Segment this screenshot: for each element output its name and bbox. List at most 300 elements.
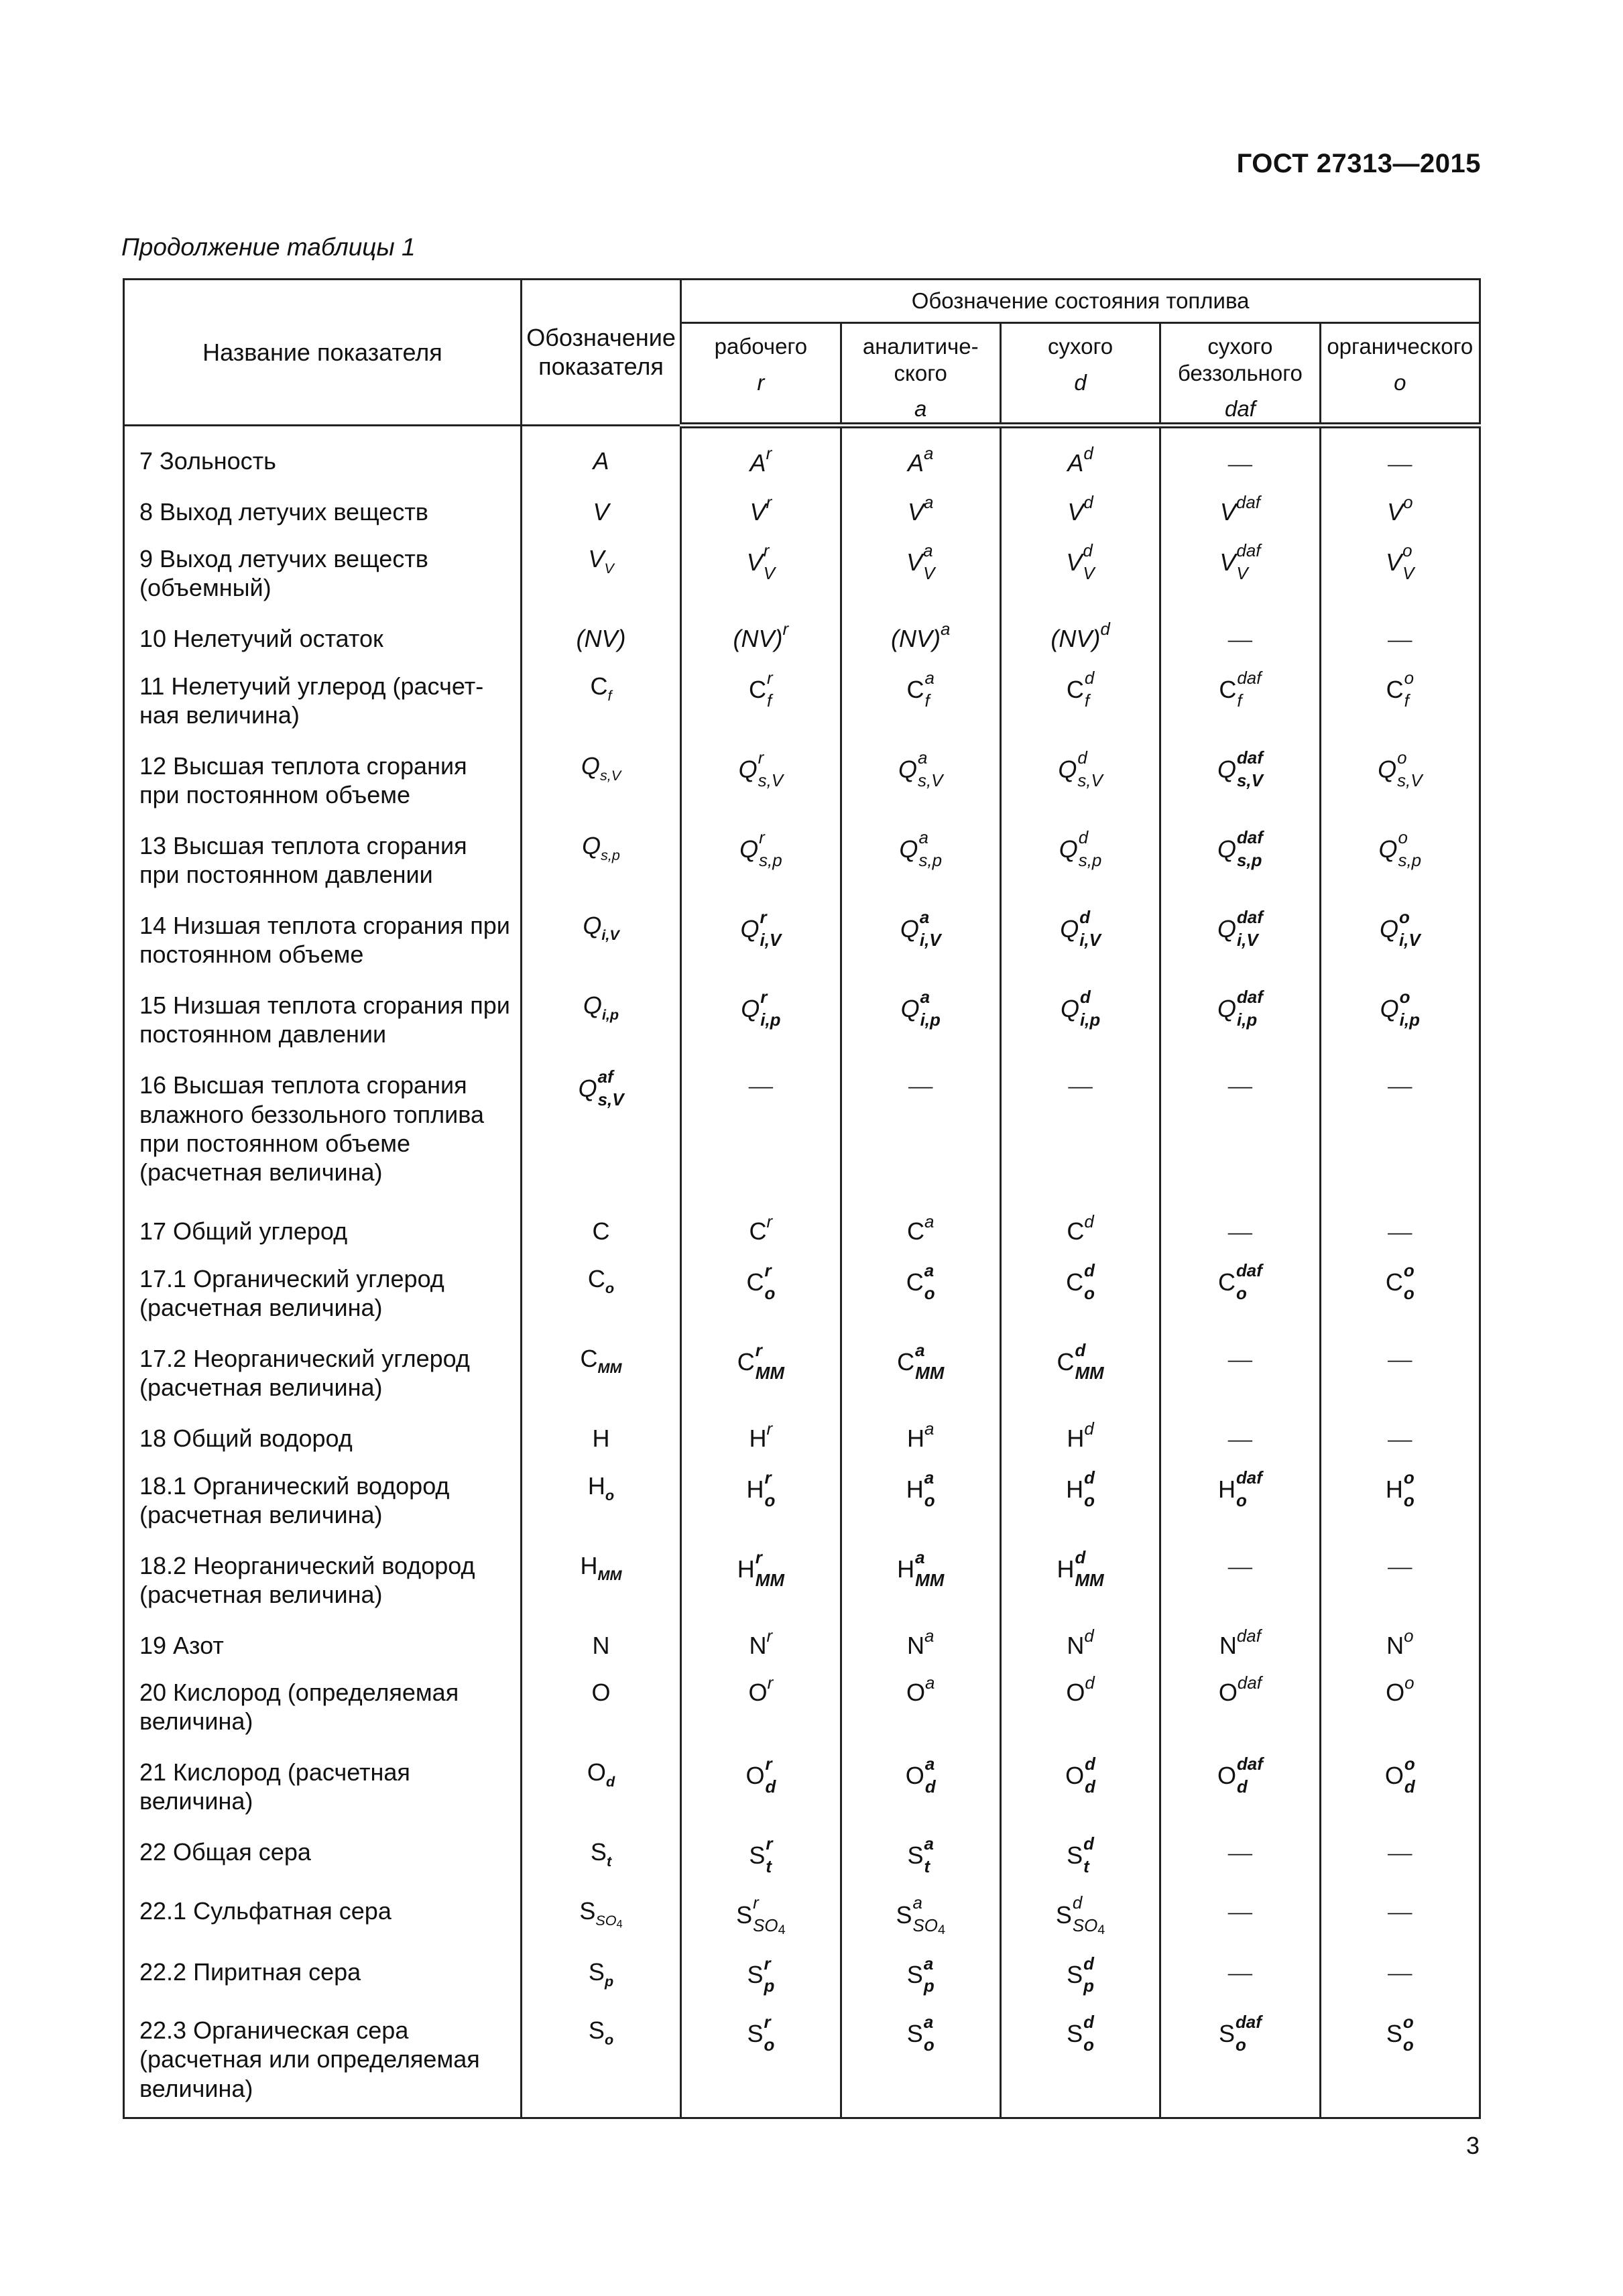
symbol-formula [1217,1755,1263,1797]
symbol-subscript: SO [1072,1916,1098,1935]
symbol-subscript: MM [597,1567,622,1584]
symbol-formula [1066,1262,1095,1303]
state-symbol [681,660,841,739]
symbol-base: Q [1217,915,1236,943]
symbol-subscript-wrap [758,767,783,790]
symbol-indices [760,989,780,1029]
symbol-base: O [1384,1762,1404,1790]
dash-placeholder: — [748,1072,773,1099]
indicator-name: 7 Зольность [124,425,522,485]
symbol-formula [590,672,612,704]
symbol-indices [764,1956,774,1996]
symbol-formula [897,1549,945,1590]
symbol-formula [908,493,934,526]
state-symbol [1160,1252,1320,1332]
symbol-formula [1378,829,1422,870]
symbol-base: O [1066,1679,1085,1707]
symbol-superscript: daf [1236,988,1263,1008]
table-row [124,1746,1480,1825]
symbol-formula [908,444,934,477]
symbol-base: V [908,498,924,526]
symbol-base: N [1219,1632,1237,1660]
symbol-base: O [748,1679,768,1707]
state-symbol [1320,612,1480,660]
symbol-base: H [1385,1475,1403,1504]
symbol-superscript: daf [1236,541,1261,560]
symbol-formula [1379,908,1421,950]
symbol-subscript: MM [1075,1571,1104,1590]
state-symbol [841,1059,1000,1205]
indicator-symbol [521,1205,680,1252]
symbol-subscript-wrap [756,1567,784,1589]
symbol-formula [1219,668,1262,711]
symbol-formula [1380,988,1420,1030]
symbol-subscript: s,V [1236,771,1263,790]
symbol-subscript: p [604,1972,614,1990]
state-symbol [1000,1412,1160,1459]
symbol-subscript-wrap [925,1773,936,1796]
symbol-superscript: d [1085,1755,1095,1774]
state-symbol [1320,979,1480,1059]
symbol-subscript: MM [755,1364,784,1383]
symbol-subscript: i,V [1398,930,1421,950]
table-row [124,1332,1480,1412]
symbol-subscript: s,p [1078,851,1102,870]
symbol-subscript: f [1404,691,1409,711]
symbol-subscript: i,p [920,1010,941,1030]
state-symbol [1320,1252,1480,1332]
symbol-superscript: r [764,1469,772,1488]
symbol-subscript: d [924,1777,936,1797]
symbol-formula [583,991,619,1024]
dash-placeholder: — [1227,1553,1252,1580]
symbol-subscript: o [1084,1491,1095,1510]
symbol-subscript: s,V [597,1091,624,1110]
symbol-subscript-wrap [766,1853,772,1876]
symbol-superscript: a [912,1893,922,1913]
symbol-subscript: d [1085,1777,1095,1797]
symbol-indices [764,1263,775,1303]
state-symbol [1320,425,1480,485]
state-symbol [681,612,841,660]
symbol-superscript: r [766,1835,773,1854]
symbol-base: S [906,1961,923,1989]
state-symbol [841,660,1000,739]
symbol-base: C [749,675,767,703]
symbol-formula [738,749,784,790]
symbol-base: Q [1217,995,1236,1023]
state-symbol [1160,1059,1320,1205]
symbol-base: H [749,1425,767,1453]
state-symbol [1160,660,1320,739]
symbol-formula [1386,2013,1414,2055]
indicator-symbol [521,1412,680,1459]
symbol-base: Q [1059,835,1078,863]
table-header [124,280,1480,426]
symbol-superscript: r [765,1755,772,1774]
symbol-subscript-wrap [1236,1280,1262,1303]
symbol-base: C [737,1348,755,1376]
indicator-symbol [521,739,680,819]
symbol-base: (NV) [733,624,783,652]
symbol-formula [1219,493,1260,526]
state-symbol [1000,1539,1160,1619]
symbol-superscript: a [920,988,930,1008]
symbol-indices [1236,2014,1262,2054]
state-symbol [681,1059,841,1205]
symbol-base: A [1067,448,1084,477]
symbol-subscript: p [1083,1977,1094,1996]
indicator-name: 22.3 Органическая сера (расчетная или определяемая величина) [124,2004,522,2118]
state-symbol [841,425,1000,485]
symbol-formula [583,912,619,944]
symbol-formula [740,908,782,950]
dash-placeholder: — [1388,449,1412,477]
symbol-superscript: r [755,1341,762,1361]
symbol-superscript: a [924,1627,935,1646]
symbol-indices [756,1343,784,1382]
symbol-subscript: MM [915,1571,945,1590]
symbol-subscript: o [1083,2035,1094,2055]
symbol-formula [749,1627,773,1660]
symbol-subscript: o [924,1284,935,1303]
symbol-subscript: V [604,559,614,577]
symbol-base: H [1066,1475,1084,1504]
symbol-superscript: af [597,1068,613,1087]
symbol-subscript: i,p [601,1006,619,1024]
symbol-indices [913,1895,945,1936]
symbol-formula [587,1265,615,1296]
state-symbol [841,532,1000,612]
symbol-formula [747,2013,775,2055]
symbol-subscript-wrap [1084,1280,1095,1303]
symbol-formula [1387,493,1413,526]
symbol-formula [739,829,782,870]
state-symbol [1160,979,1320,1059]
state-symbol [1320,1666,1480,1746]
symbol-base: S [749,1841,766,1870]
dash-placeholder: — [908,1072,933,1099]
state-symbol [681,532,841,612]
table-row [124,1412,1480,1459]
state-symbol [1000,1459,1160,1539]
symbol-subscript-wrap [759,847,782,869]
symbol-subscript-wrap [925,687,935,710]
symbol-formula [1055,1893,1105,1937]
symbol-formula [579,1896,623,1931]
header-state-o [1320,323,1480,426]
symbol-subscript: d [1236,1777,1248,1797]
state-symbol [1160,899,1320,979]
symbol-indices [1236,543,1260,583]
symbol-subscript-wrap [1402,560,1414,583]
state-symbol [1000,1825,1160,1884]
symbol-superscript: a [924,1212,935,1231]
symbol-formula [1217,749,1263,790]
symbol-superscript: r [763,541,770,560]
table-row [124,485,1480,532]
table-caption: Продолжение таблицы 1 [121,233,416,261]
symbol-base: S [588,1957,605,1986]
symbol-base: V [906,548,923,576]
symbol-subscript-wrap [767,687,773,710]
symbol-formula [1060,908,1101,950]
symbol-base: V [588,544,605,572]
symbol-formula [592,1679,611,1706]
state-symbol [681,1825,841,1884]
symbol-subscript: i,V [1079,930,1101,950]
state-symbol [841,485,1000,532]
table-body [124,425,1480,2118]
symbol-subscript: s,V [758,771,784,790]
symbol-base: Q [898,755,917,783]
symbol-base: C [587,1265,605,1292]
symbol-subscript: f [924,691,930,711]
symbol-subscript-wrap [605,1969,613,1991]
indicator-name: 19 Азот [124,1619,522,1666]
state-symbol [1160,485,1320,532]
symbol-subscript: t [1083,1857,1089,1876]
symbol-superscript: o [1403,1262,1415,1280]
symbol-subscript-wrap [598,1086,624,1109]
symbol-base: C [1067,1217,1085,1246]
symbol-subscript: SO [595,1911,617,1929]
state-symbol [1320,1825,1480,1884]
symbol-base: H [737,1555,755,1583]
symbol-base: V [593,498,609,526]
symbol-superscript: d [1084,1212,1094,1231]
symbol-base: V [1386,548,1402,576]
state-symbol [681,1746,841,1825]
symbol-superscript: o [1404,1627,1414,1646]
symbol-formula [906,2013,935,2055]
symbol-subscript-wrap [1404,1280,1415,1303]
symbol-subscript-wrap [601,922,619,945]
symbol-base: S [1218,2020,1235,2048]
header-state-daf [1160,323,1320,426]
symbol-base: H [580,1552,598,1580]
page-number: 3 [1465,2132,1480,2159]
symbol-subscript-wrap [1399,926,1421,949]
symbol-indices [1075,1343,1103,1382]
state-symbol [1320,819,1480,899]
symbol-superscript: r [767,668,773,688]
symbol-subscript-wrap [760,1006,780,1029]
header-state-code: a [914,396,927,422]
symbol-subscript-wrap [598,1355,622,1378]
symbol-superscript: a [923,1954,934,1974]
symbol-subscript-wrap [756,1360,784,1382]
symbol-subscript-wrap [1085,1773,1095,1796]
symbol-subscript: d [605,1773,615,1791]
indicator-symbol [521,1059,680,1205]
symbol-base: O [745,1762,765,1790]
state-symbol [681,1332,841,1412]
symbol-base: Q [900,915,919,943]
symbol-subscript-wrap [605,2027,613,2049]
symbol-base: S [579,1896,596,1925]
symbol-formula [580,1345,622,1377]
dash-placeholder: — [1388,1897,1412,1925]
state-symbol [1000,1332,1160,1412]
symbol-superscript: d [1083,2013,1094,2033]
symbol-subscript: i,p [1079,1010,1101,1030]
symbol-subscript: d [1404,1777,1415,1797]
symbol-formula [1218,1674,1262,1707]
symbol-subscript: MM [755,1571,784,1590]
indicator-symbol [521,979,680,1059]
symbol-indices [1083,2014,1094,2054]
symbol-indices [1237,910,1263,949]
symbol-base: S [590,1838,607,1866]
symbol-formula [1066,1674,1095,1707]
symbol-superscript: r [760,908,767,928]
symbol-base: O [905,1762,924,1790]
symbol-subscript-wrap [764,1280,775,1303]
state-symbol [1320,1205,1480,1252]
symbol-subscript-wrap [918,767,943,790]
symbol-formula [737,1341,784,1383]
indicator-symbol [521,1332,680,1412]
symbol-base: V [1066,548,1083,576]
dash-placeholder: — [1227,1072,1252,1099]
symbol-base: Q [739,835,759,863]
symbol-base: C [1386,675,1404,703]
symbol-indices [767,670,773,710]
symbol-superscript: a [915,1549,925,1568]
symbol-subscript-wrap [1075,1567,1103,1589]
symbol-subscript-wrap [1237,687,1261,710]
symbol-formula [593,1425,610,1452]
symbol-base: N [592,1632,610,1660]
symbol-formula [578,1068,624,1110]
symbol-indices [1085,670,1094,710]
header-state-code: d [1074,369,1087,395]
symbol-indices [1398,830,1422,869]
header-state-d [1000,323,1160,426]
symbol-base: A [749,448,766,477]
dash-placeholder: — [1388,1958,1412,1986]
state-symbol [1320,1945,1480,2004]
symbol-formula [1067,1835,1094,1876]
table-row [124,1539,1480,1619]
symbol-base: V [746,548,763,576]
symbol-base: Q [1060,995,1079,1023]
symbol-indices [1084,1470,1095,1510]
symbol-indices [764,2014,774,2054]
symbol-base: C [1057,1348,1075,1376]
symbol-subscript: s,p [1398,851,1422,870]
symbol-subscript-wrap [608,683,612,705]
state-symbol [1320,485,1480,532]
symbol-superscript: o [1399,988,1410,1008]
state-symbol [1320,1884,1480,1945]
symbol-subscript-wrap [1397,767,1422,790]
symbol-indices [1237,989,1263,1029]
symbol-formula [588,544,614,577]
symbol-base: Q [578,1075,597,1103]
state-symbol [1160,1539,1320,1619]
symbol-formula [741,988,781,1030]
indicator-name: 17.1 Органический углерод (расчетная величина) [124,1252,522,1332]
state-symbol [1160,2004,1320,2118]
symbol-superscript: d [1083,541,1093,560]
header-state-label: сухого [1047,334,1114,359]
symbol-subscript: V [1402,564,1415,583]
symbol-subscript: f [1237,691,1242,711]
symbol-superscript: r [782,619,789,639]
symbol-base: C [897,1348,915,1376]
state-symbol [841,1459,1000,1539]
state-symbol [841,1666,1000,1746]
dash-placeholder: — [1388,1218,1412,1246]
state-symbol [841,979,1000,1059]
symbol-subscript: t [606,1853,612,1870]
symbol-superscript: daf [1236,829,1263,848]
symbol-indices [756,1550,784,1589]
symbol-base: Q [740,915,760,943]
state-symbol [681,1205,841,1252]
symbol-subscript: o [923,2035,935,2055]
symbol-formula [1059,829,1102,870]
state-symbol [841,1884,1000,1945]
symbol-base: V [1219,498,1236,526]
symbol-base: (NV) [891,624,941,652]
symbol-subscript: MM [1075,1364,1104,1383]
symbol-subscript-wrap [1085,687,1094,710]
symbol-superscript: a [923,541,933,560]
state-symbol [841,1825,1000,1884]
symbol-formula [1385,1262,1415,1303]
symbol-indices [1404,670,1414,710]
symbol-superscript: o [1402,541,1412,560]
symbol-subscript: s,V [918,771,943,790]
state-symbol [681,1459,841,1539]
symbol-superscript: d [1100,619,1110,639]
symbol-subscript: f [607,686,612,704]
symbol-base: Q [583,991,602,1020]
symbol-base: Q [1058,755,1077,783]
state-symbol [1160,739,1320,819]
table-row [124,1459,1480,1539]
symbol-superscript: a [915,1341,925,1361]
symbol-subscript-wrap [1083,560,1094,583]
symbol-subscript: o [605,1280,615,1296]
symbol-subscript-wrap [601,843,620,865]
symbol-formula [900,908,941,950]
symbol-subscript-wrap [598,1563,622,1585]
symbol-base: Q [1378,755,1397,783]
symbol-formula [1218,2013,1262,2055]
symbol-base: O [906,1679,926,1707]
symbol-subscript-wrap [1400,1006,1420,1029]
state-symbol [1320,1746,1480,1825]
state-symbol [841,1945,1000,2004]
symbol-base: Q [582,832,601,860]
symbol-base: Q [1379,915,1398,943]
symbol-base: C [906,1268,924,1296]
symbol-subscript-wrap [924,1972,935,1995]
symbol-subscript-wrap [924,1487,935,1510]
symbol-base: N [1067,1632,1085,1660]
state-symbol [1000,2004,1160,2118]
state-symbol [681,1666,841,1746]
symbol-formula [897,1341,945,1383]
symbol-subscript-wrap [924,2031,935,2054]
symbol-subscript: V [1236,564,1248,583]
symbol-formula [1217,988,1263,1030]
dash-placeholder: — [1227,1958,1252,1986]
